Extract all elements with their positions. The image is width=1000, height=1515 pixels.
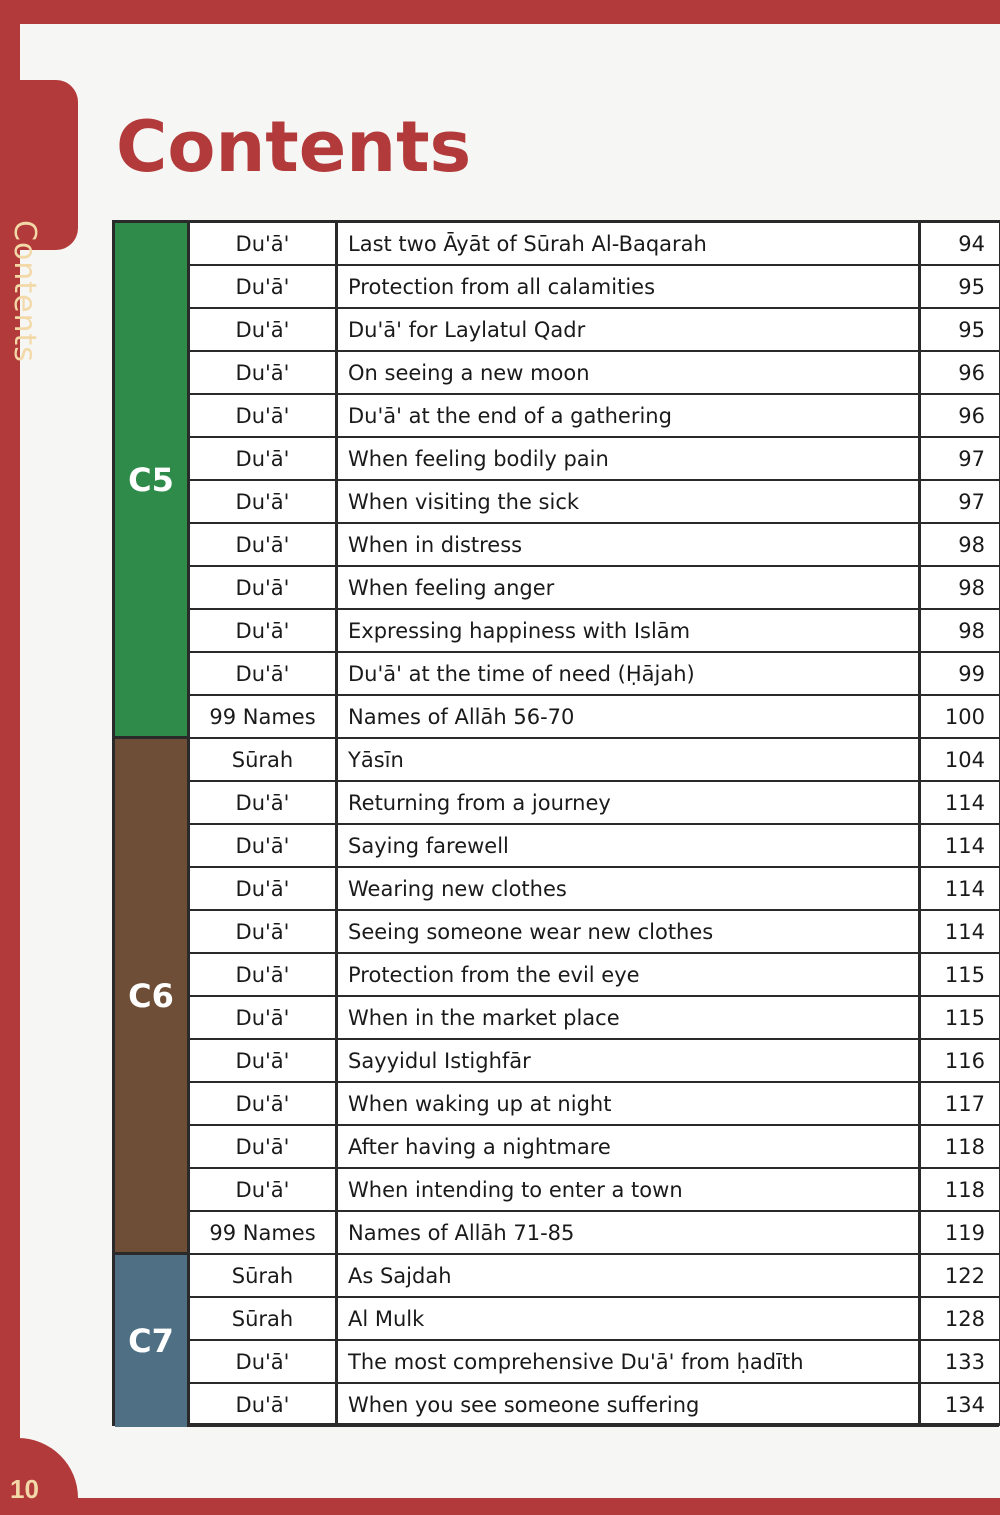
topic-cell[interactable]: Seeing someone wear new clothes [338, 911, 921, 952]
page-number-cell: 98 [958, 575, 985, 600]
topic-cell[interactable]: When in the market place [338, 997, 921, 1038]
category-cell: Sūrah [190, 1298, 338, 1339]
topic-cell[interactable]: When feeling bodily pain [338, 438, 921, 479]
category-cell: Sūrah [190, 1255, 338, 1296]
page-number-cell: 114 [944, 876, 985, 901]
category-cell: Du'ā' [190, 481, 338, 522]
category-cell: Du'ā' [190, 1384, 338, 1425]
category-cell: Du'ā' [190, 782, 338, 823]
table-row [190, 352, 999, 395]
topic-cell[interactable]: Du'ā' for Laylatul Qadr [338, 309, 921, 350]
category-cell: Du'ā' [190, 653, 338, 694]
page-number-cell: 118 [944, 1134, 985, 1159]
topic-cell[interactable]: Expressing happiness with Islām [338, 610, 921, 651]
topic-cell[interactable]: Returning from a journey [338, 782, 921, 823]
page-number-cell: 134 [944, 1392, 985, 1417]
section-label-c5: C5 [115, 223, 190, 739]
topic-cell[interactable]: Protection from all calamities [338, 266, 921, 307]
category-cell: Du'ā' [190, 524, 338, 565]
contents-rows [115, 223, 999, 1423]
table-row [190, 911, 999, 954]
page-number-cell: 95 [958, 317, 985, 342]
page-number: 10 [10, 1474, 39, 1504]
side-tab-label: Contents [7, 220, 42, 363]
table-row [190, 395, 999, 438]
topic-cell[interactable]: Names of Allāh 71-85 [338, 1212, 921, 1253]
category-cell: Du'ā' [190, 1040, 338, 1081]
topic-cell[interactable]: After having a nightmare [338, 1126, 921, 1167]
topic-cell[interactable]: The most comprehensive Du'ā' from ḥadīth [338, 1341, 921, 1382]
table-row [190, 1341, 999, 1384]
section-label-c7: C7 [115, 1255, 190, 1427]
category-cell: Du'ā' [190, 1341, 338, 1382]
table-row [190, 739, 999, 782]
category-cell: Du'ā' [190, 309, 338, 350]
page-number-cell: 95 [958, 274, 985, 299]
topic-cell[interactable]: Names of Allāh 56-70 [338, 696, 921, 737]
table-row [190, 825, 999, 868]
page-number-cell: 119 [944, 1220, 985, 1245]
table-row [190, 997, 999, 1040]
page-number-cell: 115 [944, 962, 985, 987]
page-number-cell: 118 [944, 1177, 985, 1202]
table-row [190, 1212, 999, 1255]
table-row [190, 696, 999, 739]
page-title: Contents [116, 106, 472, 188]
topic-cell[interactable]: When in distress [338, 524, 921, 565]
category-cell: Du'ā' [190, 438, 338, 479]
page-number-cell: 97 [958, 446, 985, 471]
table-row [190, 309, 999, 352]
table-row [190, 1384, 999, 1427]
topic-cell[interactable]: Sayyidul Istighfār [338, 1040, 921, 1081]
category-cell: Du'ā' [190, 911, 338, 952]
category-cell: Du'ā' [190, 1169, 338, 1210]
table-row [190, 438, 999, 481]
table-row [190, 567, 999, 610]
table-row [190, 1083, 999, 1126]
category-cell: Du'ā' [190, 352, 338, 393]
page-number-cell: 99 [958, 661, 985, 686]
page-number-cell: 115 [944, 1005, 985, 1030]
category-cell: Du'ā' [190, 1126, 338, 1167]
page-number-cell: 128 [944, 1306, 985, 1331]
table-row [190, 266, 999, 309]
category-cell: Du'ā' [190, 610, 338, 651]
category-cell: Du'ā' [190, 868, 338, 909]
category-cell: Du'ā' [190, 395, 338, 436]
category-cell: Du'ā' [190, 266, 338, 307]
topic-cell[interactable]: Last two Āyāt of Sūrah Al-Baqarah [338, 223, 921, 264]
section-label-c6: C6 [115, 739, 190, 1255]
category-cell: Du'ā' [190, 1083, 338, 1124]
page-number-cell: 104 [944, 747, 985, 772]
page-number-cell: 98 [958, 618, 985, 643]
page-number-cell: 122 [944, 1263, 985, 1288]
category-cell: Du'ā' [190, 567, 338, 608]
page-number-cell: 97 [958, 489, 985, 514]
table-row [190, 868, 999, 911]
table-row [190, 1126, 999, 1169]
topic-cell[interactable]: Saying farewell [338, 825, 921, 866]
category-cell: 99 Names [190, 696, 338, 737]
page-number-cell: 96 [958, 360, 985, 385]
page-number-cell: 96 [958, 403, 985, 428]
topic-cell[interactable]: As Sajdah [338, 1255, 921, 1296]
topic-cell[interactable]: Du'ā' at the time of need (Ḥājah) [338, 653, 921, 694]
page-number-cell: 114 [944, 833, 985, 858]
topic-cell[interactable]: On seeing a new moon [338, 352, 921, 393]
table-row [190, 1040, 999, 1083]
topic-cell[interactable]: Protection from the evil eye [338, 954, 921, 995]
topic-cell[interactable]: When intending to enter a town [338, 1169, 921, 1210]
topic-cell[interactable]: When feeling anger [338, 567, 921, 608]
page-number-cell: 114 [944, 919, 985, 944]
topic-cell[interactable]: When visiting the sick [338, 481, 921, 522]
page-number-cell: 116 [944, 1048, 985, 1073]
table-row [190, 1298, 999, 1341]
contents-table [112, 220, 1000, 1426]
topic-cell[interactable]: Du'ā' at the end of a gathering [338, 395, 921, 436]
contents-side-tab [7, 80, 78, 363]
category-cell: 99 Names [190, 1212, 338, 1253]
topic-cell[interactable]: Yāsīn [338, 739, 921, 780]
page-number-cell: 117 [944, 1091, 985, 1116]
category-cell: Du'ā' [190, 997, 338, 1038]
book-page [7, 24, 1000, 1498]
page-number-cell: 94 [958, 231, 985, 256]
page-number-cell: 133 [944, 1349, 985, 1374]
category-cell: Du'ā' [190, 825, 338, 866]
table-row [190, 782, 999, 825]
table-row [190, 524, 999, 567]
table-row [190, 1255, 999, 1298]
topic-cell[interactable]: When you see someone suffering [338, 1384, 921, 1425]
table-row [190, 1169, 999, 1212]
topic-cell[interactable]: Wearing new clothes [338, 868, 921, 909]
table-row [190, 610, 999, 653]
table-row [190, 954, 999, 997]
page-number-cell: 100 [944, 704, 985, 729]
category-cell: Du'ā' [190, 954, 338, 995]
table-row [190, 223, 999, 266]
category-cell: Du'ā' [190, 223, 338, 264]
page-number-cell: 114 [944, 790, 985, 815]
table-row [190, 481, 999, 524]
topic-cell[interactable]: Al Mulk [338, 1298, 921, 1339]
page-number-cell: 98 [958, 532, 985, 557]
category-cell: Sūrah [190, 739, 338, 780]
table-row [190, 653, 999, 696]
topic-cell[interactable]: When waking up at night [338, 1083, 921, 1124]
